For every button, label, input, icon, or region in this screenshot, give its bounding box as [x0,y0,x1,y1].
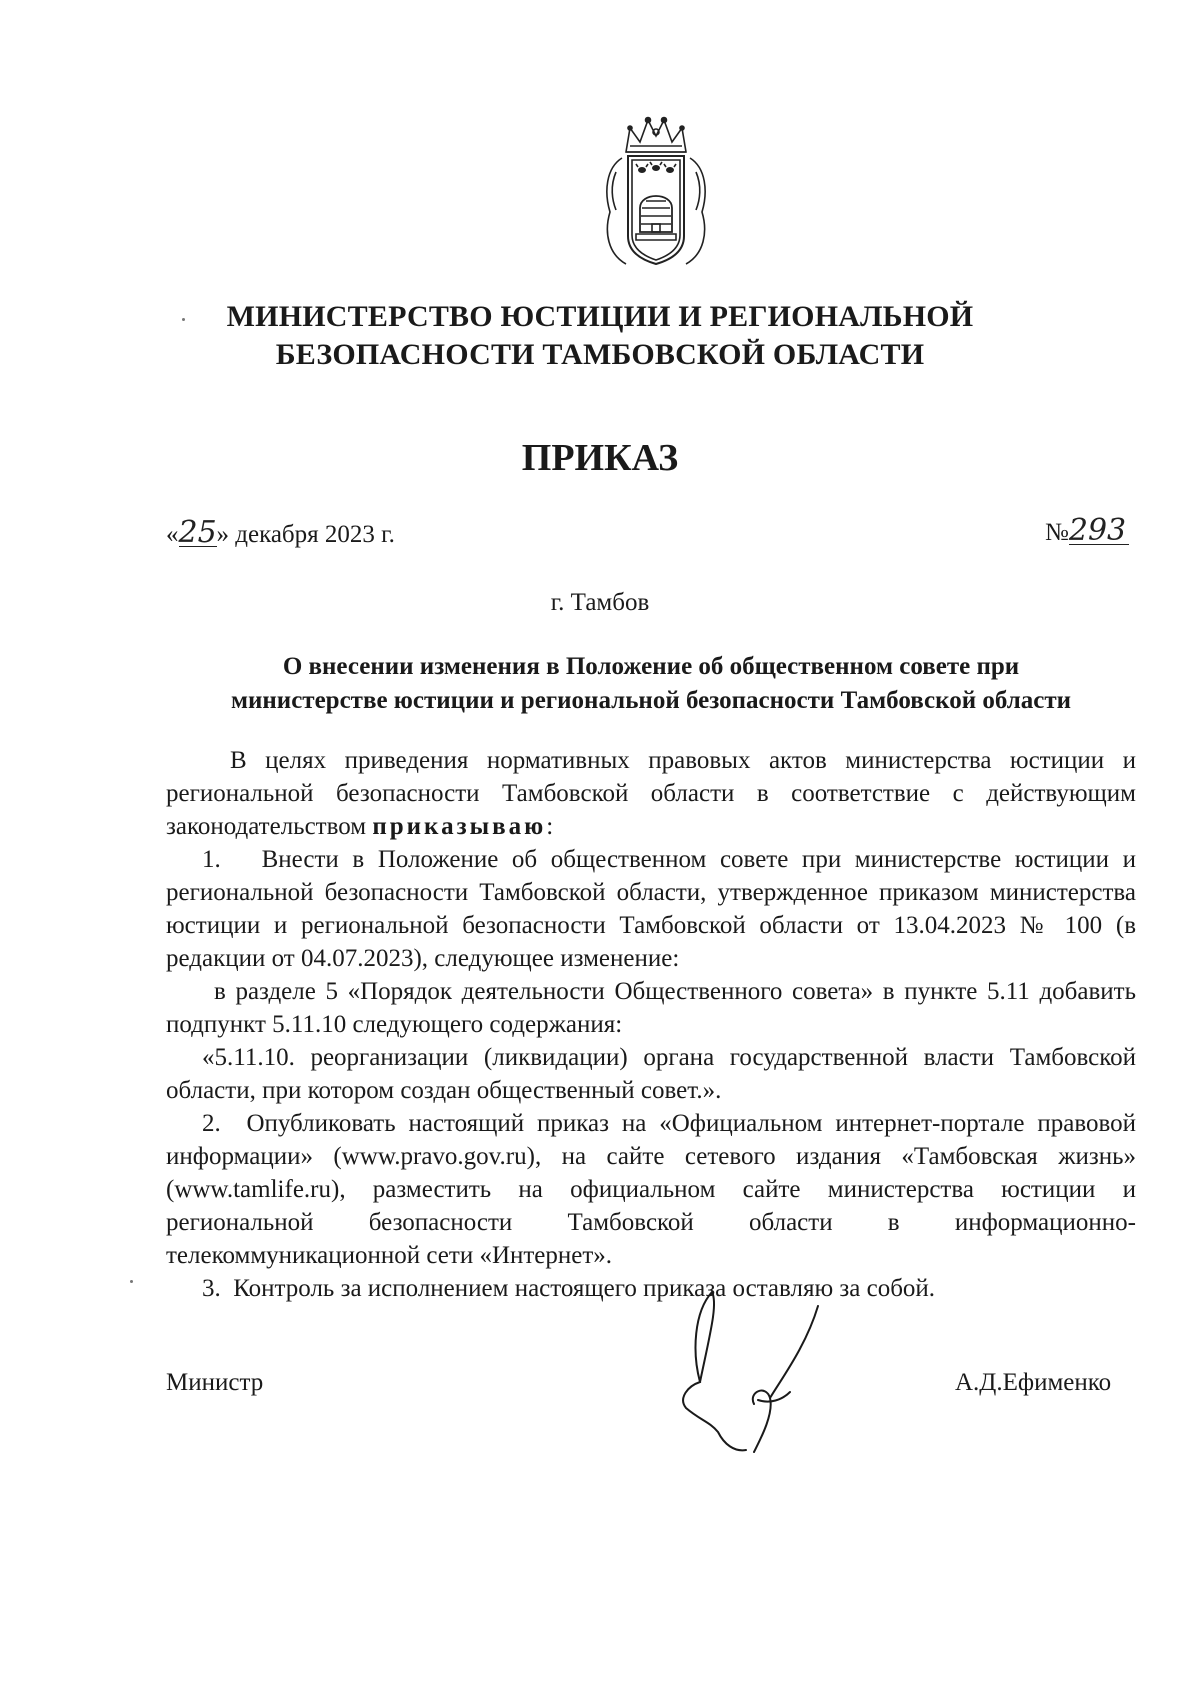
number-value: 293 [1069,518,1129,545]
tambov-coat-of-arms-icon [592,112,720,274]
ministry-name [170,298,1030,374]
document-number [1045,513,1129,548]
preamble-paragraph [166,744,1136,843]
date-month-year: декабря 2023 г. [235,521,395,548]
item-1-quote: «5.11.10. реорганизации (ликвидации) органа государственной власти Тамбовской области, при котором создан общественный совет.». [166,1044,1136,1104]
signatory-title: Министр [166,1369,264,1396]
subject-line1: О внесении изменения в Положение об общественном совете при [282,653,1020,680]
date-close-quote: » [216,521,229,548]
scan-speck [182,318,185,321]
document-type: ПРИКАЗ [521,437,679,479]
document-body [166,744,1136,1305]
item-1: 1. Внести в Положение об общественном совете при министерстве юстиции и региональной безопасности Тамбовской области, утвержденное приказом министерства юстиции и региональной безопасности Тамбовской области от 13.04.2023 № 100 (в редакции от 04.07.2023), следующее изменение: [166,846,1136,972]
number-label: № [1045,519,1069,546]
order-colon: : [546,813,554,840]
item-2: 2. Опубликовать настоящий приказ на «Официальном интернет-портале правовой информации» (www.pravo.gov.ru), на сайте сетевого издания «Тамбовская жизнь» (www.tamlife.ru), разместить на официальном сайте министерства юстиции и региональной безопасности Тамбовской области в информационно-телекоммуникационной сети «Интернет». [166,1110,1136,1269]
order-word: приказываю [372,813,547,840]
document-city: г. Тамбов [550,589,650,616]
ministry-name-line1: МИНИСТЕРСТВО ЮСТИЦИИ И РЕГИОНАЛЬНОЙ [226,300,974,333]
handwritten-signature-icon [670,1282,880,1462]
date-day: 25 [178,515,217,550]
document-date [166,515,395,550]
item-1-section: в разделе 5 «Порядок деятельности Общественного совета» в пункте 5.11 добавить подпункт 5.11.10 следующего содержания: [166,978,1136,1038]
subject-line2: министерстве юстиции и региональной безопасности Тамбовской области [230,687,1072,714]
ministry-name-line2: БЕЗОПАСНОСТИ ТАМБОВСКОЙ ОБЛАСТИ [275,338,925,371]
document-subject [166,650,1136,718]
date-open-quote: « [166,521,179,548]
item-3: 3. Контроль за исполнением настоящего приказа оставляю за собой. [202,1275,936,1302]
preamble-text: В целях приведения нормативных правовых актов министерства юстиции и региональной безопасности Тамбовской области в соответствие с действующим законодательством [166,747,1136,840]
scan-speck [130,1280,133,1283]
signatory-name: А.Д.Ефименко [955,1369,1112,1396]
